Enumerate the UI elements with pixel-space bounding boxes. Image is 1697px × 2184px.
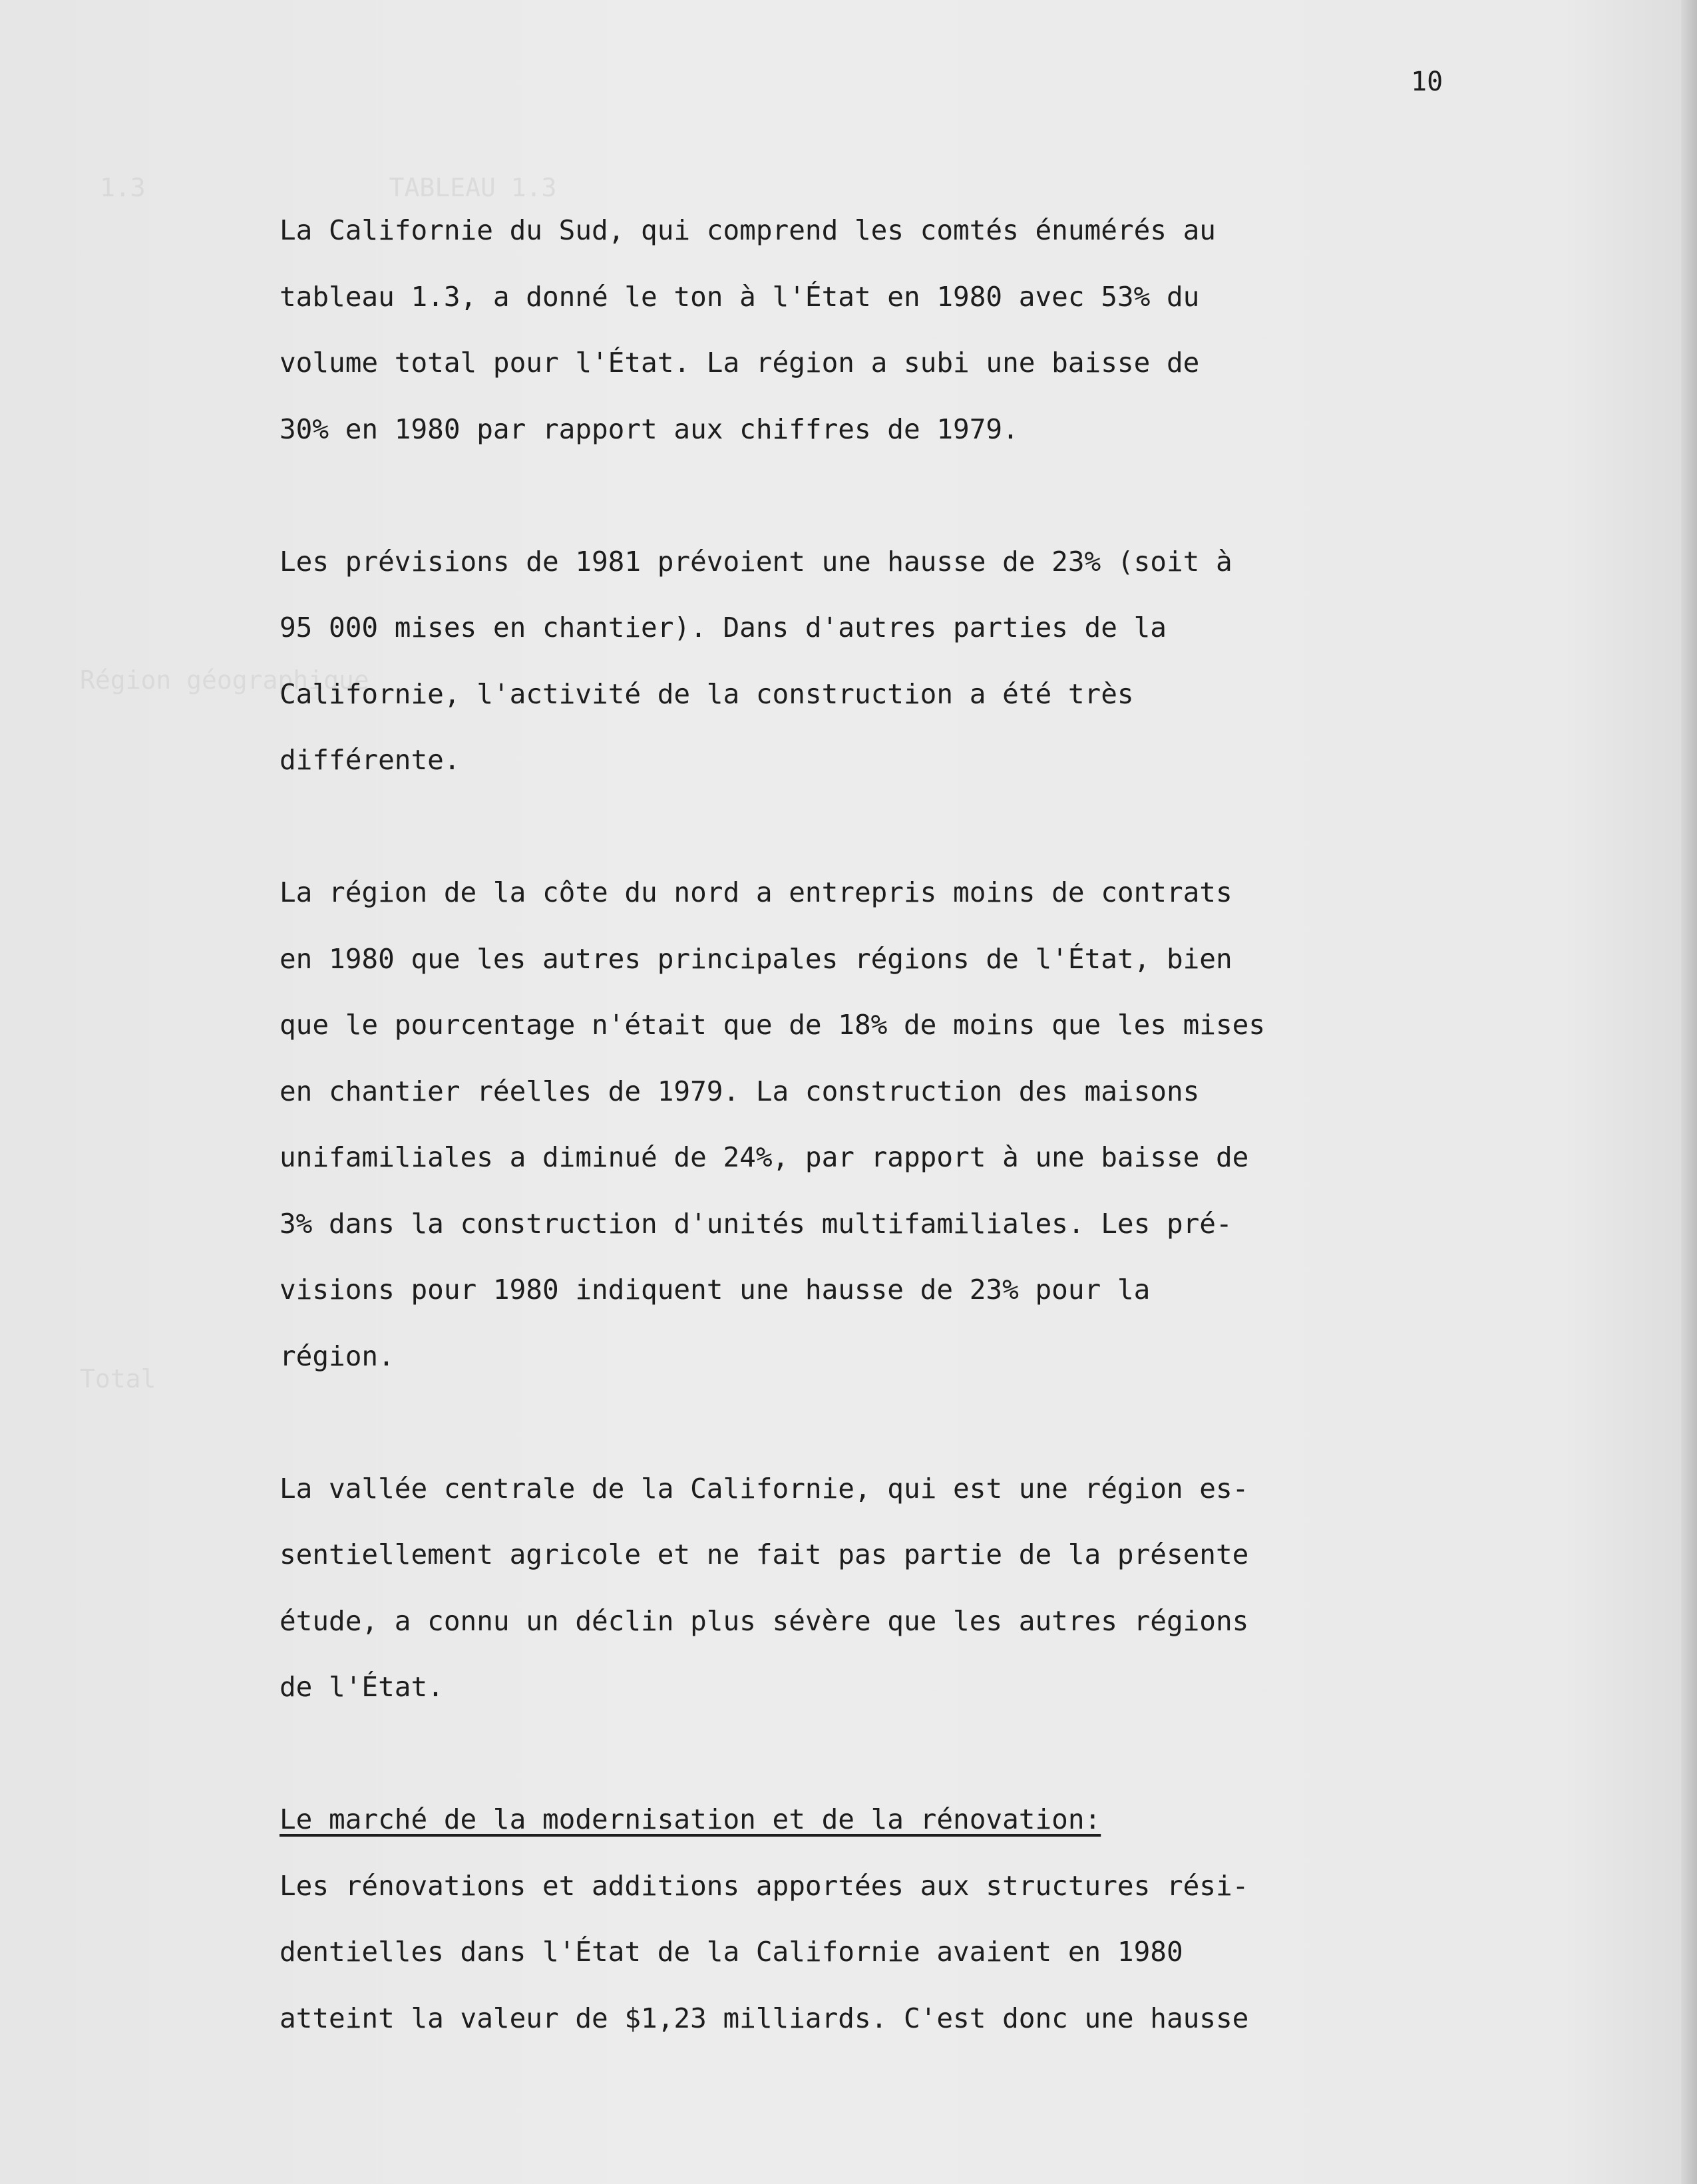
paragraph-north-coast: La région de la côte du nord a entrepris moins de contrats en 1980 que les autres principales régions de l'État, bien que le pourcentage n'était que de 18% de moins que les mises en chantier réelles de 1979. La construction des maisons unifamiliales a diminué de 24%, par rapport à une baisse de 3% dans la construction d'unités multifamiliales. Les pré- visions pour 1980 indiquent une hausse de 23% pour la région. [280, 876, 1266, 1372]
section-heading: Le marché de la modernisation et de la rénovation: [280, 1803, 1101, 1835]
reverse-side-bleed-through: Total [80, 1364, 156, 1393]
paragraph-forecast-1981: Les prévisions de 1981 prévoient une hausse de 23% (soit à 95 000 mises en chantier). Dans d'autres parties de la Californie, l'activité de la construction a été très différente. [280, 545, 1232, 776]
reverse-side-bleed-through: 1.3 TABLEAU 1.3 [100, 173, 557, 202]
body-text [280, 198, 1477, 2118]
page-edge [1681, 0, 1697, 2184]
page-number: 10 [1411, 67, 1443, 97]
paragraph-southern-california: La Californie du Sud, qui comprend les comtés énumérés au tableau 1.3, a donné le ton à l'État en 1980 avec 53% du volume total pour l'État. La région a subi une baisse de 30% en 1980 par rapport aux chiffres de 1979. [280, 214, 1216, 445]
paragraph-renovation: Les rénovations et additions apportées aux structures rési- dentielles dans l'État de la Californie avaient en 1980 atteint la valeur de $1,23 milliards. C'est donc une hausse [280, 1869, 1249, 2034]
reverse-side-bleed-through: Région géographique [80, 665, 369, 695]
paragraph-central-valley: La vallée centrale de la Californie, qui est une région es- sentiellement agricole et ne fait pas partie de la présente étude, a connu un déclin plus sévère que les autres régions de l'État. [280, 1472, 1249, 1703]
